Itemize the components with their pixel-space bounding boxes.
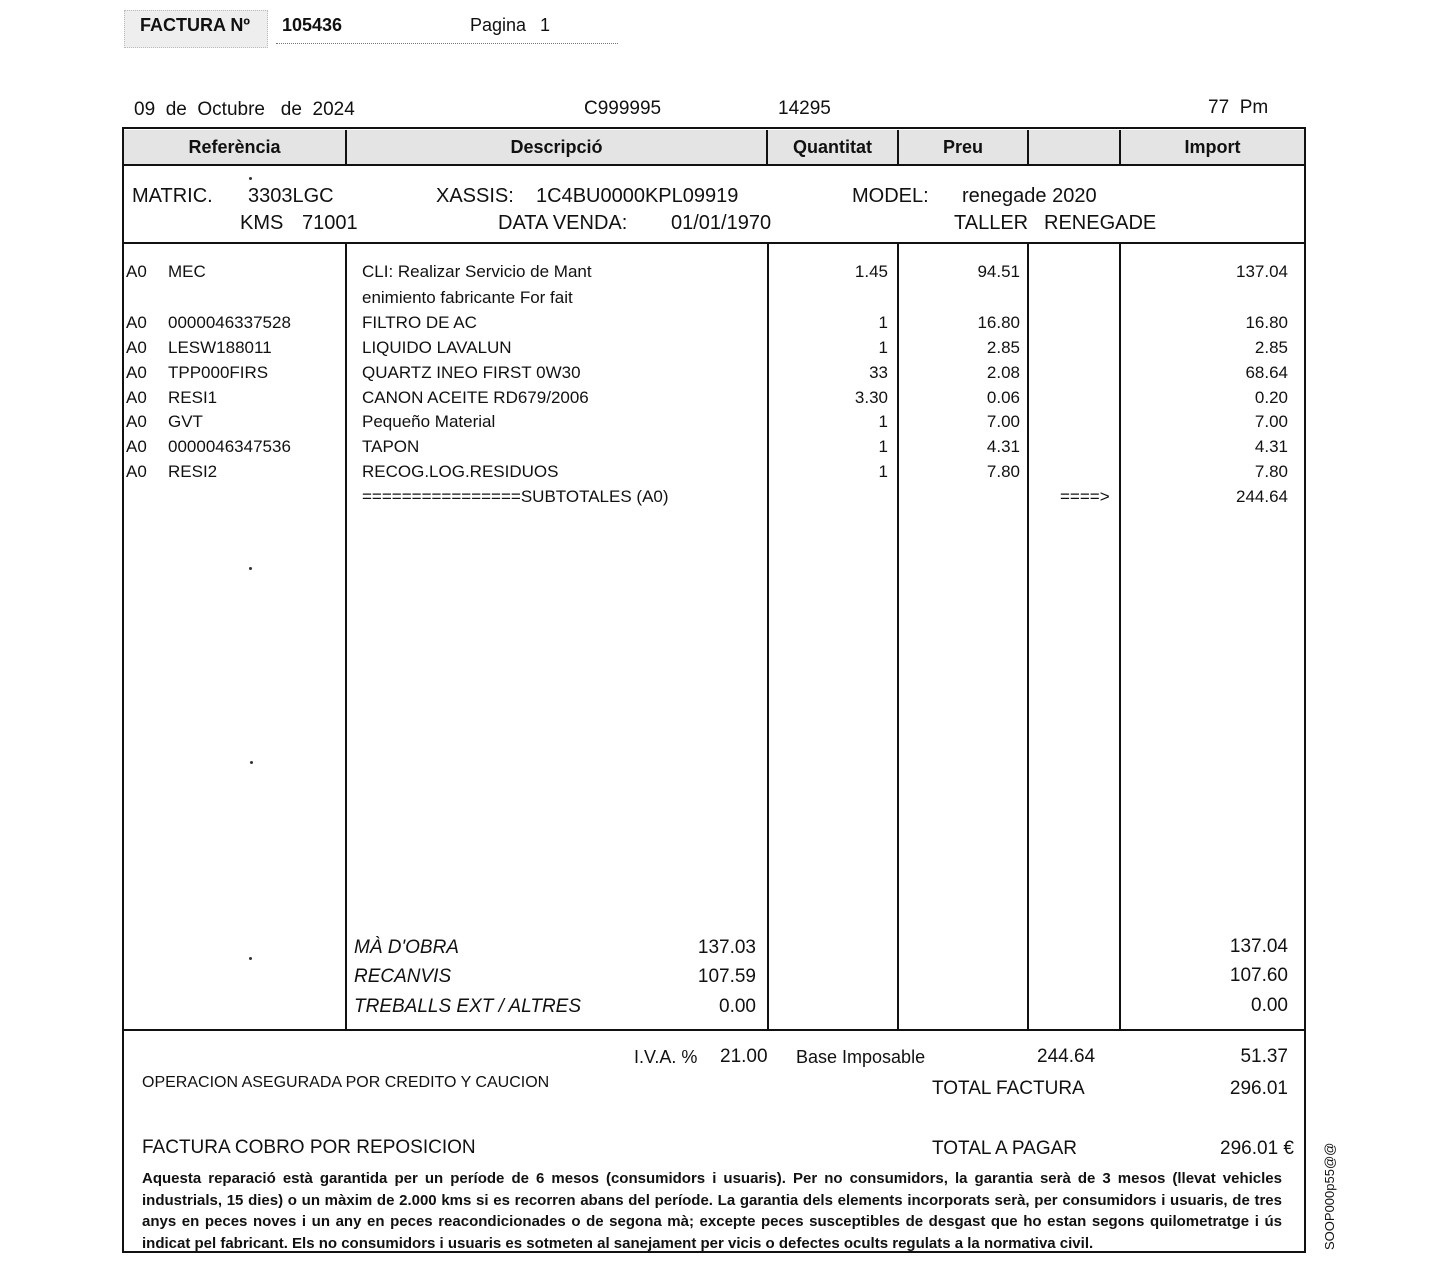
table-row	[0, 338, 1440, 363]
page-label: Pagina	[470, 15, 527, 35]
line-reference: RESI2	[168, 462, 218, 481]
body-bottom-rule	[124, 1029, 1304, 1031]
warranty-text: Aquesta reparació està garantida per un període de 6 mesos (consumidors i usuaris). Per no consumidors, la garantia serà de 3 mesos (llevat vehicles industrials, 15 dies) o un màxim de 2.000 kms si es recorren abans del període. La garantia dels elements incorporats serà, per consumidors i usuaris, de tres anys en peces noves i un any en peces reacondicionades o de segona mà; excepte peces susceptibles de desgast que ho estan segons quilometratge i ús indicat pel fabricant. Els no consumidors i usuaris es sotmeten al sanejament per vicis o defectes ocults regulats a la normativa civil.	[142, 1170, 1282, 1252]
line-price: 7.80	[986, 462, 1020, 481]
table-row	[0, 388, 1440, 413]
line-amount: 7.80	[1254, 462, 1288, 481]
invoice-date: 09 de Octubre de 2024	[134, 99, 355, 120]
line-arrow: ====>	[1060, 487, 1110, 506]
table-row	[0, 487, 1440, 512]
matric-value: 3303LGC	[248, 185, 334, 207]
total-factura-label: TOTAL FACTURA	[932, 1078, 1085, 1099]
line-price: 2.85	[986, 338, 1020, 357]
line-description: CLI: Realizar Servicio de Mant	[362, 262, 592, 281]
line-quantity: 3.30	[854, 388, 888, 407]
invoice-label: FACTURA Nº	[140, 15, 250, 35]
side-code: SOOP000p55@@	[1322, 1142, 1337, 1250]
page-number: 1	[540, 15, 551, 35]
scan-dot	[249, 177, 252, 180]
line-section: A0	[126, 313, 147, 332]
data-venda-label: DATA VENDA:	[498, 212, 628, 234]
table-row	[0, 262, 1440, 287]
line-section: A0	[126, 338, 147, 357]
line-amount: 4.31	[1254, 437, 1288, 456]
line-reference: TPP000FIRS	[168, 363, 269, 382]
col-header-descripcio: Descripció	[347, 130, 768, 164]
total-pagar-value: 296.01 €	[1220, 1138, 1294, 1159]
summary-amount-ma-dobra: 137.04	[1229, 936, 1288, 957]
extra-code: 77 Pm	[1208, 97, 1269, 118]
scan-dot	[250, 761, 253, 764]
xassis-label: XASSIS:	[436, 185, 514, 207]
table-row	[0, 462, 1440, 487]
iva-label: I.V.A. %	[634, 1047, 698, 1067]
line-description: QUARTZ INEO FIRST 0W30	[362, 363, 581, 382]
iva-percent: 21.00	[720, 1046, 768, 1067]
base-label: Base Imposable	[796, 1047, 926, 1067]
line-reference: LESW188011	[168, 338, 272, 357]
line-amount: 16.80	[1245, 313, 1288, 332]
summary-label-ma-dobra: MÀ D'OBRA	[354, 937, 459, 958]
line-section: A0	[126, 388, 147, 407]
line-reference: MEC	[168, 262, 206, 281]
line-price: 7.00	[986, 412, 1020, 431]
line-reference: 0000046347536	[168, 437, 291, 456]
data-venda-value: 01/01/1970	[671, 212, 772, 234]
taller-label: TALLER	[954, 212, 1029, 234]
cobro-note: FACTURA COBRO POR REPOSICION	[142, 1137, 476, 1158]
kms-label: KMS	[240, 212, 284, 234]
line-quantity: 33	[869, 363, 888, 382]
total-factura-value: 296.01	[1229, 1078, 1288, 1099]
header-underline	[276, 43, 618, 44]
line-price: 4.31	[986, 437, 1020, 456]
table-row	[0, 437, 1440, 462]
vehicle-bottom-rule	[124, 242, 1304, 244]
line-description: CANON ACEITE RD679/2006	[362, 388, 589, 407]
col-header-import: Import	[1121, 130, 1304, 164]
line-description: ================SUBTOTALES (A0)	[362, 487, 669, 506]
table-row	[0, 313, 1440, 338]
summary-amount-treballs: 0.00	[1251, 995, 1288, 1016]
line-reference: RESI1	[168, 388, 218, 407]
line-amount: 0.20	[1254, 388, 1288, 407]
line-section: A0	[126, 412, 147, 431]
line-description: Pequeño Material	[362, 412, 496, 431]
line-section: A0	[126, 437, 147, 456]
line-section: A0	[126, 462, 147, 481]
line-reference: 0000046337528	[168, 313, 291, 332]
table-row	[0, 363, 1440, 388]
line-section: A0	[126, 262, 147, 281]
kms-value: 71001	[302, 212, 358, 234]
line-quantity: 1	[878, 412, 888, 431]
summary-label-recanvis: RECANVIS	[354, 966, 452, 987]
line-amount: 7.00	[1254, 412, 1288, 431]
line-price: 0.06	[986, 388, 1020, 407]
base-value: 244.64	[1037, 1046, 1096, 1067]
col-header-quantitat: Quantitat	[768, 130, 899, 164]
col-header-referencia: Referència	[124, 130, 347, 164]
scan-dot	[249, 567, 252, 570]
xassis-value: 1C4BU0000KPL09919	[536, 185, 739, 207]
col-header-preu: Preu	[899, 130, 1029, 164]
summary-value-treballs: 0.00	[719, 996, 756, 1017]
line-amount: 2.85	[1254, 338, 1288, 357]
line-quantity: 1	[878, 313, 888, 332]
model-value: renegade 2020	[962, 185, 1097, 207]
scan-dot	[249, 957, 252, 960]
reference-code: 14295	[778, 98, 831, 119]
insurance-note: OPERACION ASEGURADA POR CREDITO Y CAUCION	[142, 1074, 550, 1091]
summary-amount-recanvis: 107.60	[1229, 965, 1288, 986]
line-description: RECOG.LOG.RESIDUOS	[362, 462, 559, 481]
line-reference: GVT	[168, 412, 203, 431]
line-description: LIQUIDO LAVALUN	[362, 338, 512, 357]
summary-value-recanvis: 107.59	[697, 966, 756, 987]
table-row	[0, 412, 1440, 437]
line-section: A0	[126, 363, 147, 382]
line-amount: 244.64	[1236, 487, 1288, 506]
line-description: enimiento fabricante For fait	[362, 288, 573, 307]
matric-label: MATRIC.	[132, 185, 213, 207]
summary-value-ma-dobra: 137.03	[697, 937, 756, 958]
line-quantity: 1	[878, 462, 888, 481]
taller-value: RENEGADE	[1044, 212, 1157, 234]
line-description: FILTRO DE AC	[362, 313, 477, 332]
line-quantity: 1.45	[854, 262, 888, 281]
iva-amount: 51.37	[1240, 1046, 1288, 1067]
col-header-blank	[1029, 130, 1121, 164]
line-quantity: 1	[878, 437, 888, 456]
line-price: 16.80	[977, 313, 1020, 332]
table-row	[0, 288, 1440, 313]
invoice-number: 105436	[282, 15, 343, 35]
summary-label-treballs: TREBALLS EXT / ALTRES	[354, 996, 582, 1017]
client-code: C999995	[584, 98, 662, 119]
line-quantity: 1	[878, 338, 888, 357]
total-pagar-label: TOTAL A PAGAR	[932, 1138, 1078, 1159]
line-amount: 137.04	[1236, 262, 1288, 281]
header-bottom-rule	[124, 164, 1304, 166]
line-description: TAPON	[362, 437, 420, 456]
line-amount: 68.64	[1245, 363, 1288, 382]
line-price: 94.51	[977, 262, 1020, 281]
model-label: MODEL:	[852, 185, 929, 207]
line-price: 2.08	[986, 363, 1020, 382]
